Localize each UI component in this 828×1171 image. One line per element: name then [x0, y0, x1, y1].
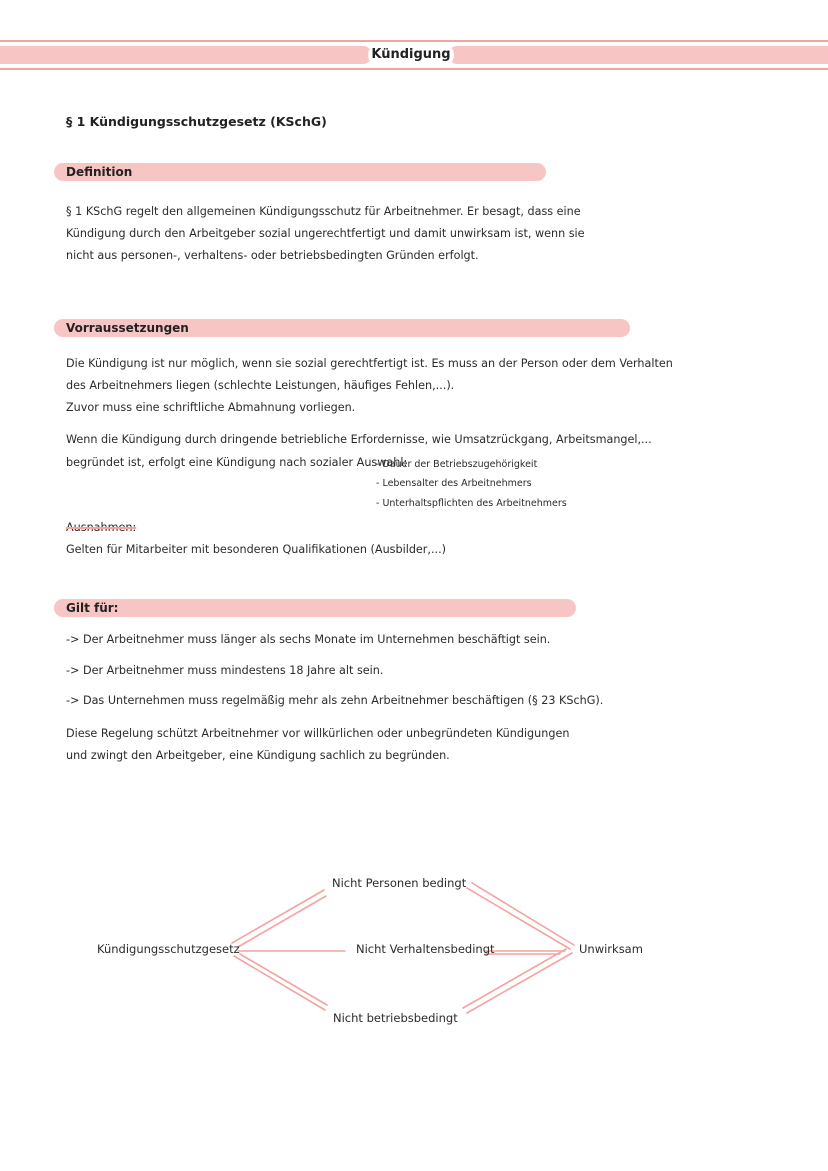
- connector-source-bottom: [234, 956, 325, 1010]
- applies-item-2: -> Der Arbeitnehmer muss mindestens 18 Jahre alt sein.: [66, 664, 384, 677]
- definition-line-1: § 1 KSchG regelt den allgemeinen Kündigungsschutz für Arbeitnehmer. Er besagt, dass eine: [66, 205, 581, 218]
- criteria-item: - Lebensalter des Arbeitnehmers: [376, 478, 532, 489]
- summary-line-1: Diese Regelung schützt Arbeitnehmer vor willkürlichen oder unbegründeten Kündigungen: [66, 727, 570, 740]
- requirements-line-5: begründet ist, erfolgt eine Kündigung nach sozialer Auswahl:: [66, 456, 408, 469]
- connector-bottom-result: [467, 953, 572, 1013]
- criteria-item: - Dauer der Betriebszugehörigkeit: [376, 459, 538, 470]
- connector-source-top: [238, 896, 326, 947]
- header-band-left: [0, 46, 372, 64]
- diagram-node-bottom: Nicht betriebsbedingt: [333, 1011, 458, 1025]
- header-rule-bottom: [0, 68, 828, 70]
- diagram-node-top: Nicht Personen bedingt: [332, 876, 467, 890]
- page-title: Kündigung: [368, 44, 454, 66]
- requirements-line-2: des Arbeitnehmers liegen (schlechte Leistungen, häufiges Fehlen,...).: [66, 379, 455, 392]
- connector-top-result: [467, 888, 570, 949]
- diagram-result: Unwirksam: [579, 942, 643, 956]
- summary-line-2: und zwingt den Arbeitgeber, eine Kündigung sachlich zu begründen.: [66, 749, 450, 762]
- diagram-node-middle: Nicht Verhaltensbedingt: [356, 942, 495, 956]
- header-rule-top: [0, 40, 828, 42]
- applies-item-3: -> Das Unternehmen muss regelmäßig mehr als zehn Arbeitnehmer beschäftigen (§ 23 KSchG).: [66, 694, 604, 707]
- diagram-source: Kündigungsschutzgesetz: [97, 942, 240, 956]
- definition-line-2: Kündigung durch den Arbeitgeber sozial ungerechtfertigt und damit unwirksam ist, wenn sie: [66, 227, 585, 240]
- exceptions-label: Ausnahmen:: [66, 521, 137, 534]
- criteria-item: - Unterhaltspflichten des Arbeitnehmers: [376, 498, 567, 509]
- requirements-line-3: Zuvor muss eine schriftliche Abmahnung vorliegen.: [66, 401, 356, 414]
- requirements-heading: Vorraussetzungen: [54, 319, 630, 337]
- connector-bottom-result: [463, 949, 566, 1008]
- applies-heading: Gilt für:: [54, 599, 576, 617]
- requirements-line-1: Die Kündigung ist nur möglich, wenn sie sozial gerechtfertigt ist. Es muss an der Person oder dem Verhalten: [66, 357, 673, 370]
- header-band-right: [448, 46, 828, 64]
- applies-item-1: -> Der Arbeitnehmer muss länger als sechs Monate im Unternehmen beschäftigt sein.: [66, 633, 551, 646]
- connector-top-result: [472, 883, 574, 945]
- connector-source-top: [232, 890, 324, 943]
- connector-source-bottom: [240, 954, 327, 1005]
- definition-heading: Definition: [54, 163, 546, 181]
- requirements-line-4: Wenn die Kündigung durch dringende betriebliche Erfordernisse, wie Umsatzrückgang, Arbeitsmangel,...: [66, 433, 652, 446]
- law-title: § 1 Kündigungsschutzgesetz (KSchG): [66, 114, 327, 129]
- exceptions-text: Gelten für Mitarbeiter mit besonderen Qualifikationen (Ausbilder,...): [66, 543, 446, 556]
- definition-line-3: nicht aus personen-, verhaltens- oder betriebsbedingten Gründen erfolgt.: [66, 249, 479, 262]
